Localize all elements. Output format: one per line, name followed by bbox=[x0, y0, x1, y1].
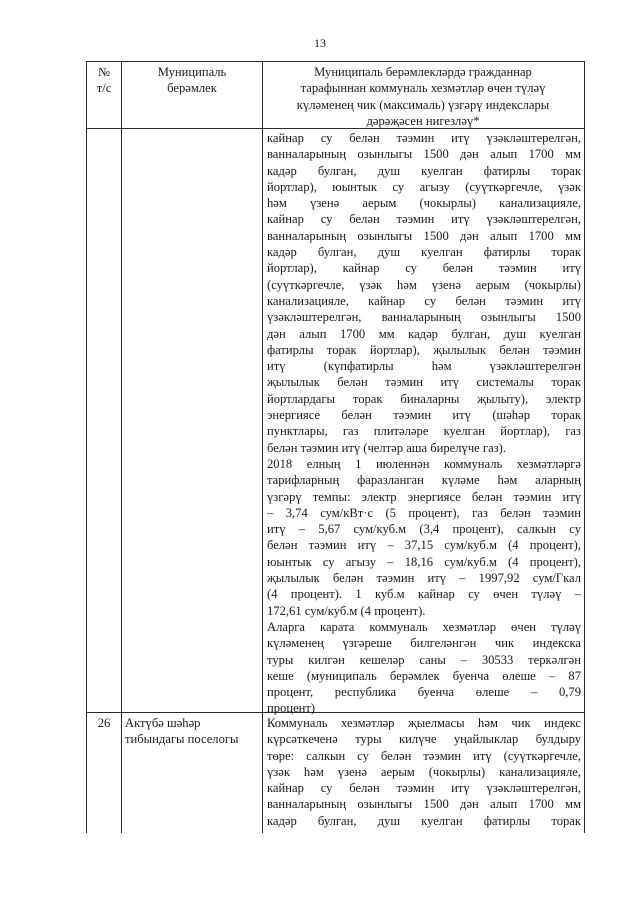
body-line: күрсәткеченә туры килүче уңайлыклар булдыру bbox=[267, 732, 581, 747]
body-line: җылылык белән тәэмин итү – 1997,92 сум/Гкал bbox=[267, 571, 581, 586]
body-line: ванналарының озынлыгы 1500 дән алып 1700 мм bbox=[267, 147, 581, 162]
body-line: 2018 елның 1 июленнән коммуналь хезмәтләргә bbox=[267, 456, 581, 471]
body-line: кайнар су белән тәэмин итү үзәкләштерелгән, bbox=[267, 781, 581, 796]
body-line: (суүткәргечле, үзәк һәм үзенә аерым (чокырлы) bbox=[267, 277, 581, 292]
body-line: Коммуналь хезмәтләр җыелмасы һәм чик индекс bbox=[267, 716, 581, 730]
body-line: кеше (муниципаль берәмлек буенча өлеше – 87 bbox=[267, 668, 581, 683]
body-line: йортлардагы торак биналарны җылыту), электр bbox=[267, 391, 581, 406]
header-number-cell bbox=[87, 64, 121, 97]
body-line: туры килгән кешеләр саны – 30533 теркәлгән bbox=[267, 652, 581, 667]
body-line: кайнар су белән тәэмин итү үзәкләштерелгән, bbox=[267, 131, 581, 145]
body-line: үзәкләштерелгән, ванналарының озынлыгы 1500 bbox=[267, 310, 581, 325]
body-line: (4 процент). 1 куб.м кайнар су өчен түләү – bbox=[267, 587, 581, 602]
header-number-line: № bbox=[97, 65, 111, 79]
body-line: тарифларның фаразланган күләме һәм аларның bbox=[267, 473, 581, 488]
body-line: кадәр булган, душ куелган фатирлы торак bbox=[267, 813, 581, 828]
body-line: 172,61 сум/куб.м (4 процент). bbox=[267, 603, 426, 618]
body-line: Аларга карата коммуналь хезмәтләр өчен түләү bbox=[267, 619, 581, 634]
body-line: процент) bbox=[267, 701, 316, 716]
body-line: үзәк һәм үзенә аерым (чокырлы) канализацияле, bbox=[267, 764, 581, 779]
body-line: белән тәэмин итү (челтәр аша бирелүче газ). bbox=[267, 440, 506, 455]
body-line: ванналарының озынлыгы 1500 дән алып 1700 мм bbox=[267, 228, 581, 243]
header-number-line: т/с bbox=[96, 81, 112, 96]
body-line: җылылык белән тәэмин итү системалы торак bbox=[267, 375, 581, 390]
body-line: фатирлы торак йортлар), җылылык белән тәэмин bbox=[267, 342, 581, 357]
header-basis-line: дәрәҗәсен нигезләү* bbox=[366, 113, 480, 128]
body-line: пунктлары, газ плитәләре куелган йортлар), газ bbox=[267, 424, 581, 439]
body-line: ванналарының озынлыгы 1500 дән алып 1700 мм bbox=[267, 797, 581, 812]
header-basis-cell bbox=[264, 64, 582, 129]
municipality-line: тибындагы поселогы bbox=[125, 732, 239, 747]
body-line: күләменең үзгәреше билгеләнгән чик индекска bbox=[267, 636, 581, 651]
body-line: кадәр булган, душ куелган фатирлы торак bbox=[267, 245, 581, 260]
column-divider-1 bbox=[121, 61, 122, 833]
header-basis-line: Муниципаль берәмлекләрдә гражданнар bbox=[314, 65, 532, 79]
body-line: үзгәрү темпы: электр энергиясе белән тәэмин итү bbox=[267, 489, 581, 504]
body-line: дән алып 1700 мм кадәр булган, душ куелган bbox=[267, 326, 581, 341]
body-line: кайнар су белән тәэмин итү үзәкләштерелгән, bbox=[267, 212, 581, 227]
body-line: итү – 5,67 сум/куб.м (3,4 процент), салкын су bbox=[267, 522, 581, 537]
row26-municipality-cell bbox=[125, 715, 261, 748]
body-line: кадәр булган, душ куелган фатирлы торак bbox=[267, 163, 581, 178]
body-line: – 3,74 сум/кВт·с (5 процент), газ белән тәэмин bbox=[267, 505, 581, 520]
header-municipality-line: Муниципаль bbox=[157, 65, 227, 79]
body-line: канализацияле, кайнар су белән тәэмин итү bbox=[267, 293, 581, 308]
table-top-border bbox=[86, 61, 585, 62]
row26-number-cell: 26 bbox=[97, 716, 111, 730]
body-line: һәм үзенә аерым (чокырлы) канализацияле, bbox=[267, 196, 581, 211]
header-basis-line: тарафыннан коммуналь хезмәтләр өчен түләү bbox=[300, 81, 546, 96]
table-right-border bbox=[584, 61, 585, 833]
continuation-basis-cell bbox=[267, 130, 581, 717]
municipality-line: Актүбә шәһәр bbox=[125, 716, 201, 730]
header-municipality-cell bbox=[122, 64, 262, 97]
body-line: процент, республика буенча өлеше – 0,79 bbox=[267, 685, 581, 700]
body-line: энергиясе белән тәэмин итү (шәһәр торак bbox=[267, 408, 581, 423]
body-line: юынтык су агызу – 18,16 сум/куб.м (4 процент), bbox=[267, 554, 581, 569]
body-line: йортлар), юынтык су агызу (суүткәргечле, үзәк bbox=[267, 179, 581, 194]
body-line: итү (күпфатирлы һәм үзәкләштерелгән bbox=[267, 359, 581, 374]
body-line: белән тәэмин итү – 37,15 сум/куб.м (4 процент), bbox=[267, 538, 581, 553]
body-line: төре: салкын су белән тәэмин итү (суүткәргечле, bbox=[267, 748, 581, 763]
column-divider-2 bbox=[262, 61, 263, 833]
body-line: йортлар), кайнар су белән тәэмин итү bbox=[267, 261, 581, 276]
page-number: 13 bbox=[314, 36, 326, 50]
header-basis-line: күләменең чик (максималь) үзгәрү индекслары bbox=[296, 97, 550, 112]
row26-basis-cell bbox=[267, 715, 581, 829]
header-municipality-line: берәмлек bbox=[167, 81, 217, 96]
